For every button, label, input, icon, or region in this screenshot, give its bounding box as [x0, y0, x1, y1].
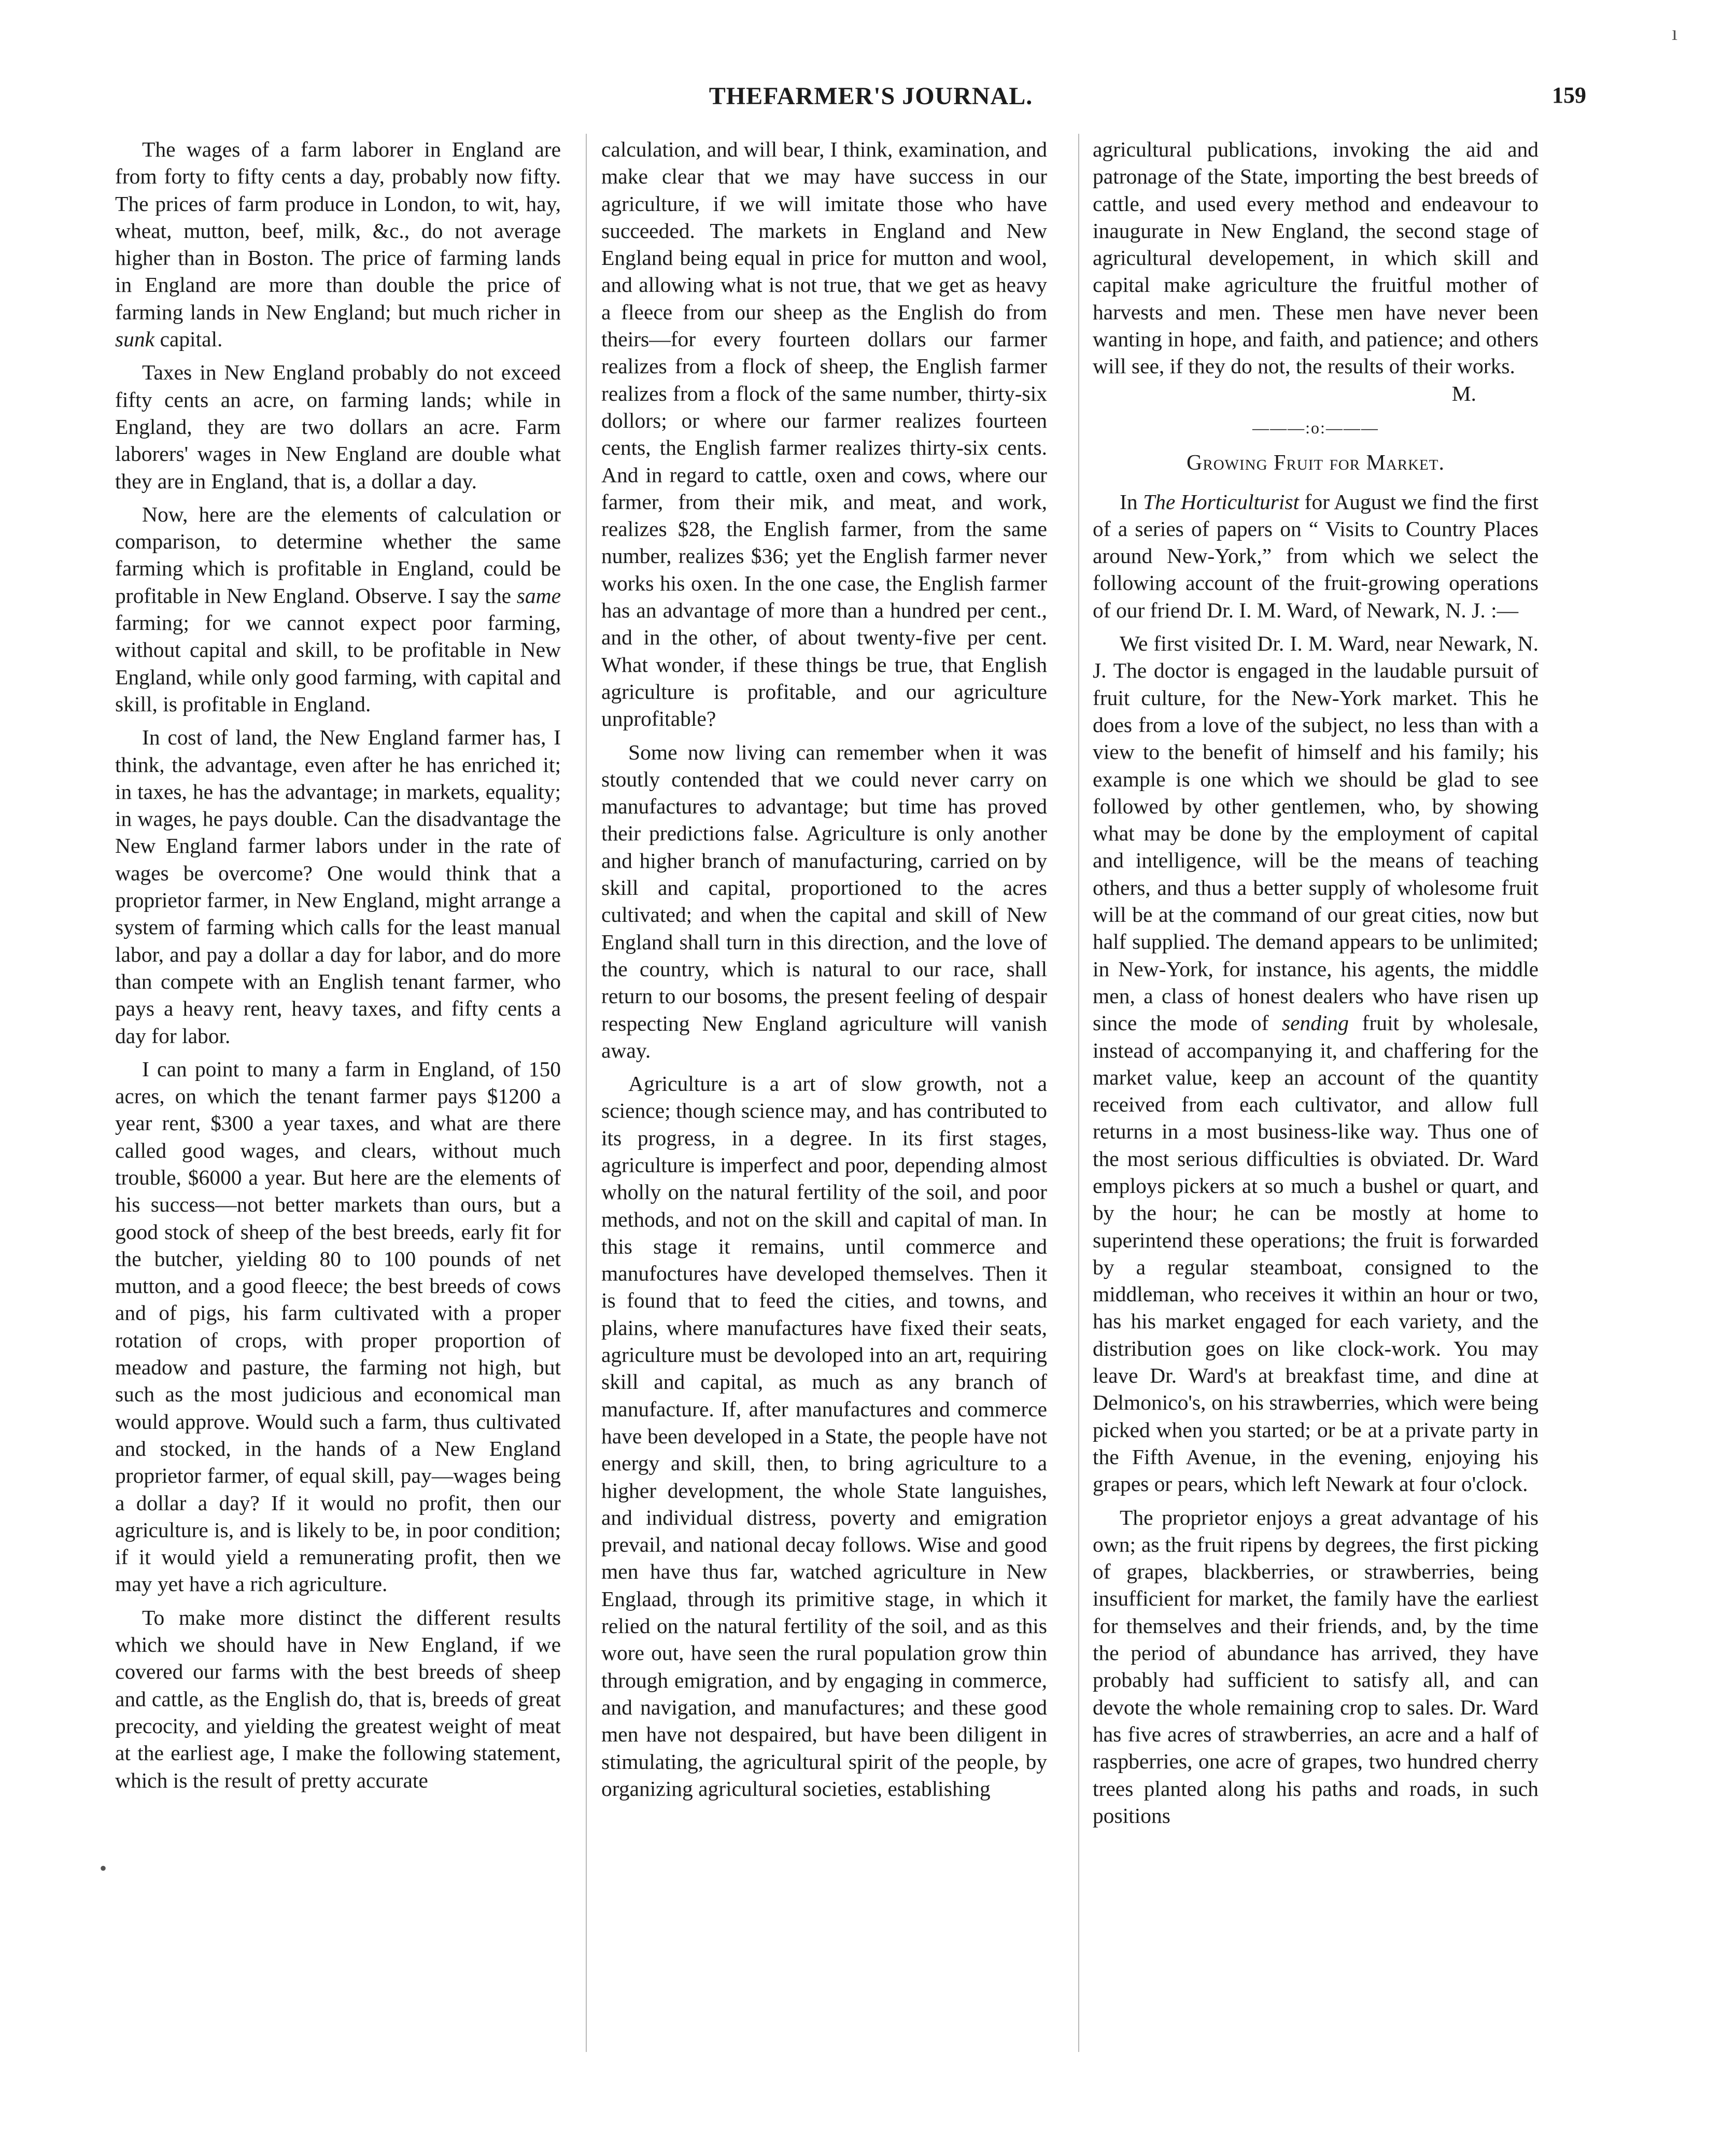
section-heading: Growing Fruit for Market. — [1187, 451, 1445, 475]
running-title: THEFARMER'S JOURNAL. — [709, 82, 1033, 110]
paragraph-text: Now, here are the elements of calculation or comparison, to determine whether the same farming which is profitable in England, could be profitable in New England. Observe. I say the — [115, 502, 561, 608]
paragraph-text: capital. — [154, 327, 223, 352]
paragraph-text: In — [1120, 489, 1144, 514]
author-signature: M. — [1451, 381, 1476, 405]
paragraph — [1093, 136, 1539, 407]
paragraph: Some now living can remember when it was stoutly contended that we could never carry on manufactures to advantage; but time has proved their predictions false. Agriculture is only another and higher branch of manufacturing, carried on by skill and capital, proportioned to the acres cultivated; and when the capital and skill of New England shall turn in this direction, and the love of the country, which is natural to our race, shall return to our bosoms, the present feeling of despair respecting New England agriculture will vanish away. — [601, 740, 1047, 1062]
margin-mark: ı — [1672, 21, 1678, 45]
paragraph-text: We first visited Dr. I. M. Ward, near Newark, N. J. The doctor is engaged in the laudable pursuit of fruit culture, for the New-York market. This he does from a love of the subject, no less than with a view to the benefit of himself and his family; his example is one which we should be glad to see followed by other gentlemen, who, by showing what may be done by the employment of capital and intelligence, will be the means of teaching others, and thus a better supply of wholesome fruit will be at the command of our great cities, now but half supplied. The demand appears to be unlimited; in New-York, for instance, his agents, the middle men, a class of honest dealers who have risen up since the mode of — [1093, 631, 1539, 1035]
paragraph — [1093, 488, 1539, 624]
emphasis: The Horticulturist — [1143, 489, 1300, 514]
column-rule — [1078, 134, 1079, 2052]
paragraph: I can point to many a farm in England, of 150 acres, on which the tenant farmer pays $1200 a year rent, $300 a year taxes, and what are there called good wages, and clears, without much trouble, $6000 a year. But here are the elements of his success—not better markets than ours, but a good stock of sheep of the best breeds, early fit for the butcher, yielding 80 to 100 pounds of net mutton, and a good fleece; the best breeds of cows and of pigs, his farm cultivated with a proper rotation of crops, with proper proportion of meadow and pasture, the farming not high, but such as the most judicious and economical man would approve. Would such a farm, thus cultivated and stocked, in the hands of a New England proprietor farmer, of equal skill, pay—wages being a dollar a day? If it would no profit, then our agriculture is, and is likely to be, in poor condition; if it would yield a remunerating profit, then we may yet have a rich agriculture. — [115, 1057, 561, 1596]
paragraph-text: The wages of a farm laborer in England are from forty to fifty cents a day, probably now fifty. The prices of farm produce in London, to wit, hay, wheat, mutton, beef, milk, &c., do not average higher than in Boston. The price of farming lands in England are more than double the price of farming lands in New England; but much richer in — [115, 137, 561, 324]
emphasis: sending — [1281, 1011, 1349, 1035]
emphasis: sunk — [115, 327, 155, 352]
paragraph-text: farming; for we cannot expect poor farming, without capital and skill, to be profitable in New England, while only good farming, with capital and skill, is profitable in England. — [115, 611, 561, 716]
column-1 — [115, 136, 561, 1794]
paragraph: In cost of land, the New England farmer has, I think, the advantage, even after he has enriched it; in taxes, he has the advantage; in markets, equality; in wages, he pays double. Can the disadvantage the New England farmer labors under in the rate of wages be overcome? One would think that a proprietor farmer, in New England, might arrange a system of farming which calls for the least manual labor, and pay a dollar a day for labor, and do more than compete with an English tenant farmer, who pays a heavy rent, heavy taxes, and fifty cents a day for labor. — [115, 725, 561, 1048]
paragraph: Agriculture is a art of slow growth, not a science; though science may, and has contributed to its progress, in a degree. In its first stages, agriculture is imperfect and poor, depending almost wholly on the natural fertility of the soil, and poor methods, and not on the skill and capital of man. In this stage it remains, until commerce and manufoctures have developed themselves. Then it is found that to feed the cities, and towns, and plains, where manufactures have fixed their seats, agriculture must be devoloped into an art, requiring skill and capital, as much as any branch of manufacture. If, after manufactures and commerce have been developed in a State, the people have not energy and skill, then, to bring agriculture to a higher development, the whole State languishes, and individual distress, poverty and emigration prevail, and national decay follows. Wise and good men have thus far, watched agriculture in New Englaad, through its primitive stage, in which it relied on the natural fertility of the soil, and as this wore out, have seen the rural population grow thin through emigration, and by engaging in commerce, and navigation, and manufactures; and these good men have not despaired, but have been diligent in stimulating, the agricultural spirit of the people, by organizing agricultural societies, establishing — [601, 1072, 1047, 1801]
paragraph — [115, 501, 561, 718]
paragraph — [1093, 630, 1539, 1498]
paragraph: calculation, and will bear, I think, examination, and make clear that we may have success in our agriculture, if we will imitate those who have succeeded. The markets in England and New England being equal in price for mutton and wool, and allowing what is not true, that we get as heavy a fleece from our sheep as the English do from theirs—for every fourteen dollars our farmer realizes from a flock of sheep, the English farmer realizes from a flock of the same number, thirty-six dollors; or where our farmer realizes fourteen cents, the English farmer realizes thirty-six cents. And in regard to cattle, oxen and cows, where our farmer, from their mik, and meat, and work, realizes $28, the English farmer, from the same number, realizes $36; yet the English farmer never works his oxen. In the one case, the English farmer has an advantage of more than a hundred per cent., and in the other, of about twenty-five per cent. What wonder, if these things be true, that English agriculture is profitable, and our agriculture unprofitable? — [601, 137, 1047, 731]
paragraph: The proprietor enjoys a great advantage of his own; as the fruit ripens by degrees, the first picking of grapes, blackberries, or strawberries, being insufficient for market, the family have the earliest for themselves and their friends, and, by the time the period of abundance has arrived, they have probably had sufficient to satisfy all, and can devote the whole remaining crop to sales. Dr. Ward has five acres of strawberries, an acre and a half of raspberries, one acre of grapes, two hundred cherry trees planted along his paths and roads, in such positions — [1093, 1505, 1539, 1827]
paragraph-text: agricultural publications, invoking the aid and patronage of the State, importing the best breeds of cattle, and used every method and endeavour to inaugurate in New England, the second stage of agricultural developement, in which skill and capital make agriculture the fruitful mother of harvests and men. These men have never been wanting in hope, and faith, and patience; and others will see, if they do not, the results of their works. — [1093, 137, 1539, 378]
paragraph: To make more distinct the different results which we should have in New England, if we covered our farms with the best breeds of sheep and cattle, as the English do, that is, breeds of great precocity, and yielding the greatest weight of meat at the earliest age, I make the following statement, which is the result of pretty accurate — [115, 1605, 561, 1792]
column-3 — [1093, 136, 1539, 1829]
paragraph-text: for August we find the first of a series of papers on “ Visits to Country Places around New-York,” from which we select the following account of the fruit-growing operations of our friend Dr. I. M. Ward, of Newark, N. J. :— — [1093, 489, 1539, 622]
emphasis: same — [516, 583, 561, 608]
page-header — [156, 78, 1586, 119]
column-2 — [601, 136, 1047, 1802]
section-divider: ———:o:——— — [1252, 418, 1379, 437]
page-number: 159 — [1552, 82, 1586, 108]
column-rule — [586, 134, 587, 2052]
paragraph-text: fruit by wholesale, instead of accompanying it, and chaffering for the market value, keep an account of the quantity received from each cultivator, and allow full returns in a most business-like way. Thus one of the most serious difficulties is obviated. Dr. Ward employs pickers at so much a bushel or quart, and by the hour; he can be mostly at home to superintend these operations; the fruit is forwarded by a regular steamboat, consigned to the middleman, who receives it within an hour or two, has his market engaged for each variety, and the distribution goes on like clock-work. You may leave Dr. Ward's at breakfast time, and dine at Delmonico's, on his strawberries, which were being picked when you started; or be at a private party in the Fifth Avenue, in the evening, enjoying his grapes or pears, which left Newark at four o'clock. — [1093, 1011, 1539, 1496]
margin-mark: • — [100, 1857, 107, 1880]
paragraph — [115, 136, 561, 353]
paragraph: Taxes in New England probably do not exceed fifty cents an acre, on farming lands; while in England, they are two dollars an acre. Farm laborers' wages in New England are double what they are in England, that is, a dollar a day. — [115, 360, 561, 493]
